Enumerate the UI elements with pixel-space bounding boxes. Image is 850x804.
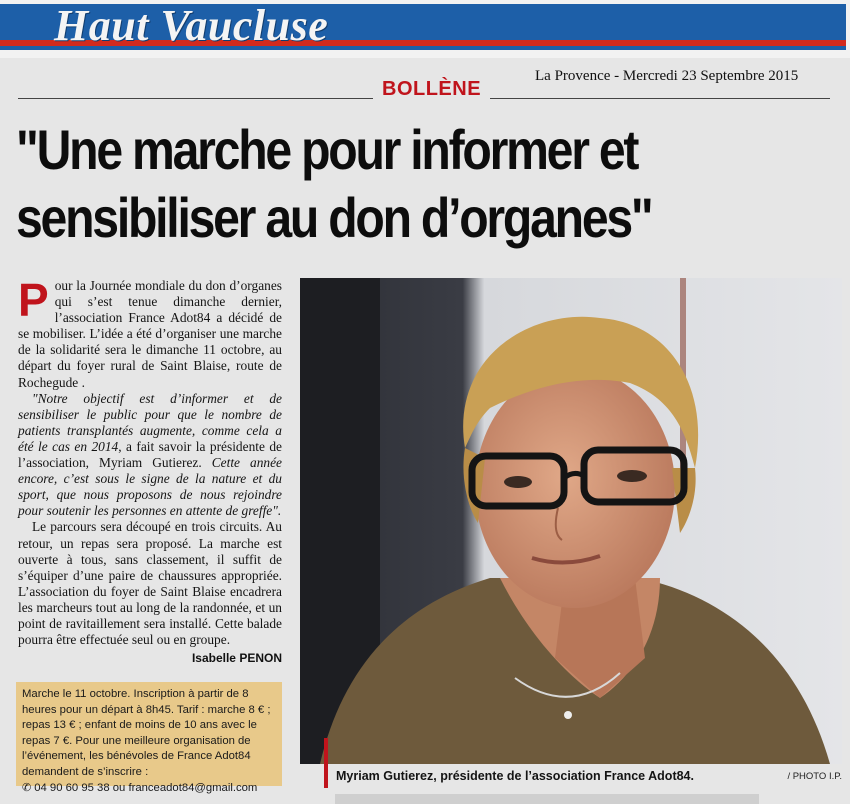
dateline: La Provence - Mercredi 23 Septembre 2015	[535, 68, 799, 84]
headline-line-2: sensibiliser au don d’organes"	[16, 186, 652, 249]
section-label: BOLLÈNE	[382, 78, 482, 100]
quote-attribution: , a fait savoir la présidente de l’association, Myriam Gutierez.	[18, 438, 282, 471]
headline-line-1: "Une marche pour informer et	[16, 118, 638, 181]
header-rule-left	[18, 98, 373, 99]
photo-credit: / PHOTO I.P.	[787, 771, 842, 782]
caption-accent-bar	[324, 738, 328, 788]
portrait-illustration	[300, 278, 842, 764]
header-rule-right	[490, 98, 830, 99]
paragraph-1-text: our la Journée mondiale du don d’organes qui s’est tenue dimanche dernier, l’association France Adot84 a décidé de se mobiliser. L’idée a été d’organiser une marche de la solidarité sera le dimanche 11 octobre, au départ du foyer rural de Saint Blaise, route de Rochegude .	[18, 278, 282, 390]
page-banner	[0, 0, 850, 58]
caption-text: Myriam Gutierez, présidente de l’association France Adot84.	[336, 769, 694, 783]
contact-line: 04 90 60 95 38 ou franceadot84@gmail.com	[34, 781, 258, 794]
phone-icon: ✆	[22, 781, 32, 794]
headline	[16, 116, 846, 252]
quote-part-2: Cette année encore, c’est sous le signe de la nature et du sport, que nous proposons de nous rejoindre pour soutenir les personnes en attente de greffe".	[18, 455, 282, 519]
bottom-strip	[335, 794, 759, 804]
dropcap: P	[18, 274, 49, 326]
article-body	[18, 274, 282, 666]
byline: Isabelle PENON	[191, 651, 282, 666]
quote-part-1: "Notre objectif est d’informer et de sensibiliser le public pour que le nombre de patients transplantés augmente, comme cela a été le cas en 2014	[18, 390, 282, 454]
banner-title: Haut Vaucluse	[54, 1, 329, 50]
portrait-photo	[300, 278, 842, 764]
info-text: Marche le 11 octobre. Inscription à partir de 8 heures pour un départ à 8h45. Tarif : marche 8 € ; repas 13 € ; enfant de moins de 10 ans avec le repas 7 €. Pour une meilleure organisation de l’événement, les bénévoles de France Adot84 demandent de s’inscrire :	[22, 688, 271, 778]
practical-info-box	[16, 682, 282, 794]
photo-caption	[300, 766, 844, 790]
article-paragraph-2	[18, 391, 282, 520]
article-paragraph-1	[18, 274, 282, 391]
article-paragraph-3: Le parcours sera découpé en trois circuits. Au retour, un repas sera proposé. La marche est ouverte à tous, sans classement, il suffit de s’équiper d’une paire de chaussures appropriée. L’association du foyer de Saint Blaise encadrera les marcheurs tout au long de la randonnée, et un point de ravitaillement sera installé. Cette balade pourra être effectuée seul ou en groupe.	[18, 519, 282, 648]
